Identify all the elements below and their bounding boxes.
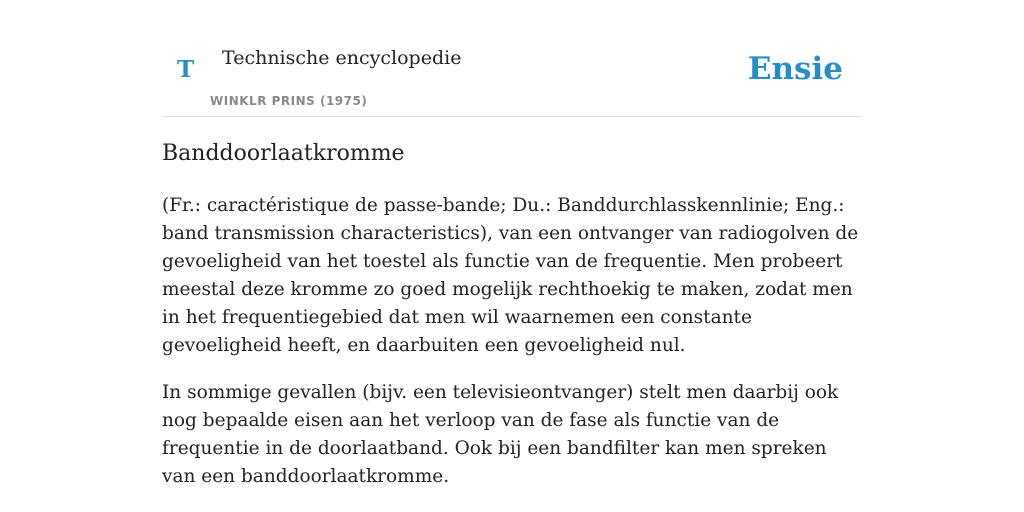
encyclopedia-logo[interactable]: T xyxy=(177,56,195,83)
book-source: WINKLR PRINS (1975) xyxy=(210,94,368,108)
article xyxy=(162,138,862,491)
ensie-brand-logo[interactable]: Ensie xyxy=(747,51,843,87)
book-title-link[interactable]: Technische encyclopedie xyxy=(222,47,462,69)
article-title: Banddoorlaatkromme xyxy=(162,141,405,166)
article-paragraph: (Fr.: caractéristique de passe-bande; Du.: Banddurchlasskennlinie; Eng.: band transmission characteristics), van een ontvanger van radiogolven de gevoeligheid van het toestel als functie van de frequentie. Men probeert meestal deze kromme zo goed mogelijk rechthoekig te maken, zodat men in het frequentiegebied dat men wil waarnemen een constante gevoeligheid heeft, en daarbuiten een gevoeligheid nul. xyxy=(162,195,859,356)
article-paragraph: In sommige gevallen (bijv. een televisieontvanger) stelt men daarbij ook nog bepaalde eisen aan het verloop van de fase als functie van de frequentie in de doorlaatband. Ook bij een bandfilter kan men spreken van een banddoorlaatkromme. xyxy=(162,382,839,487)
page-header xyxy=(162,0,862,117)
